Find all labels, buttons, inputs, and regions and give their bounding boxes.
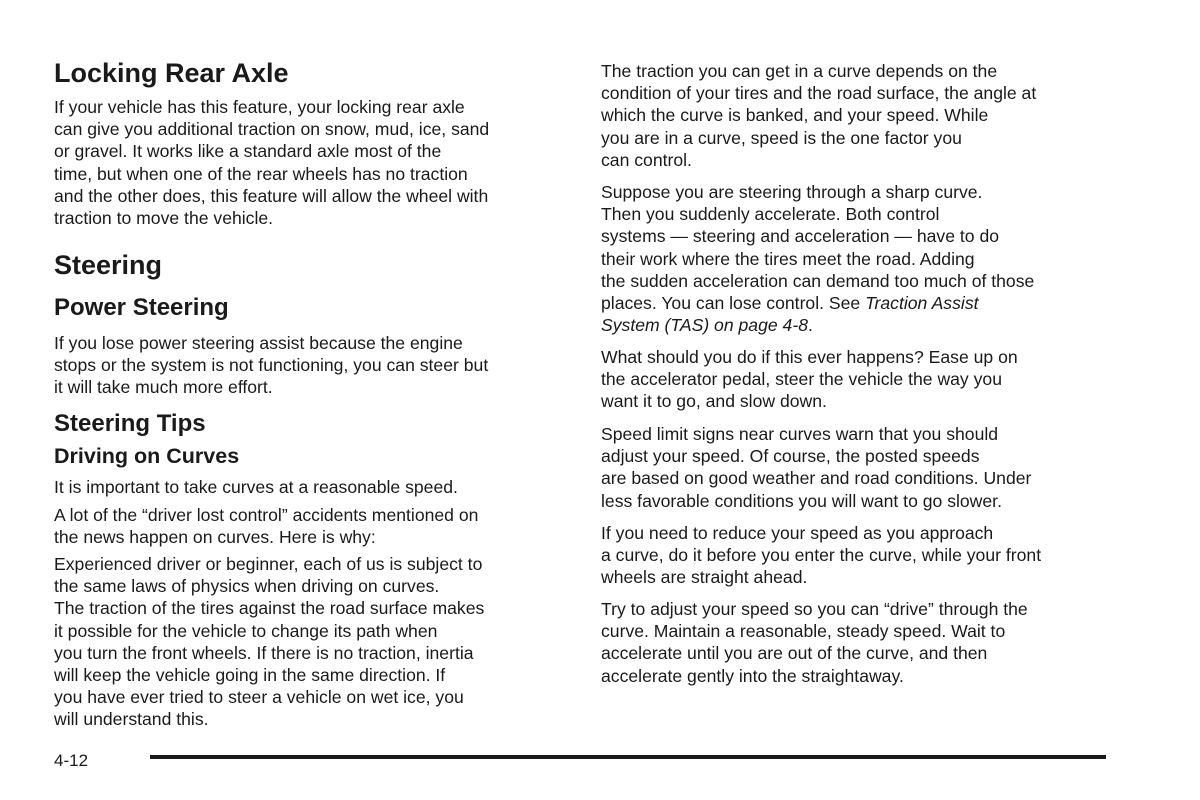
text-line: Speed limit signs near curves warn that you should [601,424,999,444]
paragraph-locking-rear-axle [54,96,489,229]
paragraph-curves-accidents [54,504,478,548]
paragraph-curves-physics [54,553,484,731]
paragraph-curves-intro [54,476,458,498]
text-line: Experienced driver or beginner, each of us is subject to [54,554,483,574]
text-line: The traction of the tires against the road surface makes [54,598,485,619]
period: . [807,315,813,336]
text-line: Then you suddenly accelerate. Both control [601,204,940,225]
cross-reference-tas-1[interactable]: Traction Assist [865,293,979,314]
text-line: it will take much more effort. [54,377,273,398]
text-line: want it to go, and slow down. [601,391,827,412]
text-line: wheels are straight ahead. [601,567,808,588]
text-line: you have ever tried to steer a vehicle on wet ice, you [54,687,464,708]
text-line: condition of your tires and the road surface, the angle at [601,83,1037,104]
text-line: Try to adjust your speed so you can “drive” through the [601,599,1028,619]
text-line: are based on good weather and road conditions. Under [601,468,1032,489]
text-line: traction to move the vehicle. [54,208,274,229]
text-line: which the curve is banked, and your speed. While [601,105,989,126]
text-line: curve. Maintain a reasonable, steady speed. Wait to [601,621,1006,642]
text-line: adjust your speed. Of course, the posted speeds [601,446,980,467]
text-line: systems — steering and acceleration — have to do [601,226,1000,247]
text-line: you turn the front wheels. If there is no traction, inertia [54,642,474,663]
text-line: If you need to reduce your speed as you approach [601,523,994,543]
text-line: If your vehicle has this feature, your locking rear axle [54,97,465,117]
text-line: the accelerator pedal, steer the vehicle the way you [601,369,1002,390]
heading-steering: Steering [54,250,163,280]
paragraph-sharp-curve [601,181,1034,336]
text-line: will understand this. [54,709,209,730]
paragraph-reduce-speed [601,522,1041,589]
text-line: a curve, do it before you enter the curve, while your front [601,545,1042,566]
paragraph-adjust-speed [601,598,1028,687]
text-line: stops or the system is not functioning, you can steer but [54,355,489,376]
text-line: If you lose power steering assist because the engine [54,333,463,353]
paragraph-traction-curve [601,60,1036,171]
text-line: less favorable conditions you will want to go slower. [601,490,1002,511]
page-number: 4-12 [54,751,89,770]
text-line: accelerate until you are out of the curve, and then [601,643,988,664]
paragraph-speed-limit-signs [601,423,1031,512]
text-line: the sudden acceleration can demand too much of those [601,270,1035,291]
text-line: will keep the vehicle going in the same direction. If [54,665,446,686]
text-line: you are in a curve, speed is the one factor you [601,127,962,148]
cross-reference-tas-2[interactable]: System (TAS) on page 4-8 [601,315,808,336]
paragraph-what-to-do [601,346,1018,413]
heading-locking-rear-axle: Locking Rear Axle [54,58,289,88]
text-line: or gravel. It works like a standard axle most of the [54,141,442,162]
text-line: the same laws of physics when driving on curves. [54,576,440,597]
heading-power-steering: Power Steering [54,294,229,321]
text-line: and the other does, this feature will allow the wheel with [54,185,489,206]
text-line: It is important to take curves at a reasonable speed. [54,477,458,497]
paragraph-power-steering [54,332,488,399]
text-line: the news happen on curves. Here is why: [54,527,376,548]
text-line: What should you do if this ever happens? Ease up on [601,347,1018,367]
text-line: Suppose you are steering through a sharp curve. [601,182,983,202]
text-line: their work where the tires meet the road. Adding [601,248,975,269]
text-line: can give you additional traction on snow, mud, ice, sand [54,119,490,140]
text-line: places. You can lose control. See [601,293,866,314]
text-line: can control. [601,149,692,170]
heading-steering-tips: Steering Tips [54,410,206,437]
text-line: The traction you can get in a curve depends on the [601,61,998,81]
text-line: it possible for the vehicle to change its path when [54,620,438,641]
footer-rule [150,755,1106,759]
heading-driving-on-curves: Driving on Curves [54,444,240,468]
text-line: time, but when one of the rear wheels has no traction [54,163,468,184]
text-line: accelerate gently into the straightaway. [601,665,904,686]
text-line: A lot of the “driver lost control” accidents mentioned on [54,505,479,525]
